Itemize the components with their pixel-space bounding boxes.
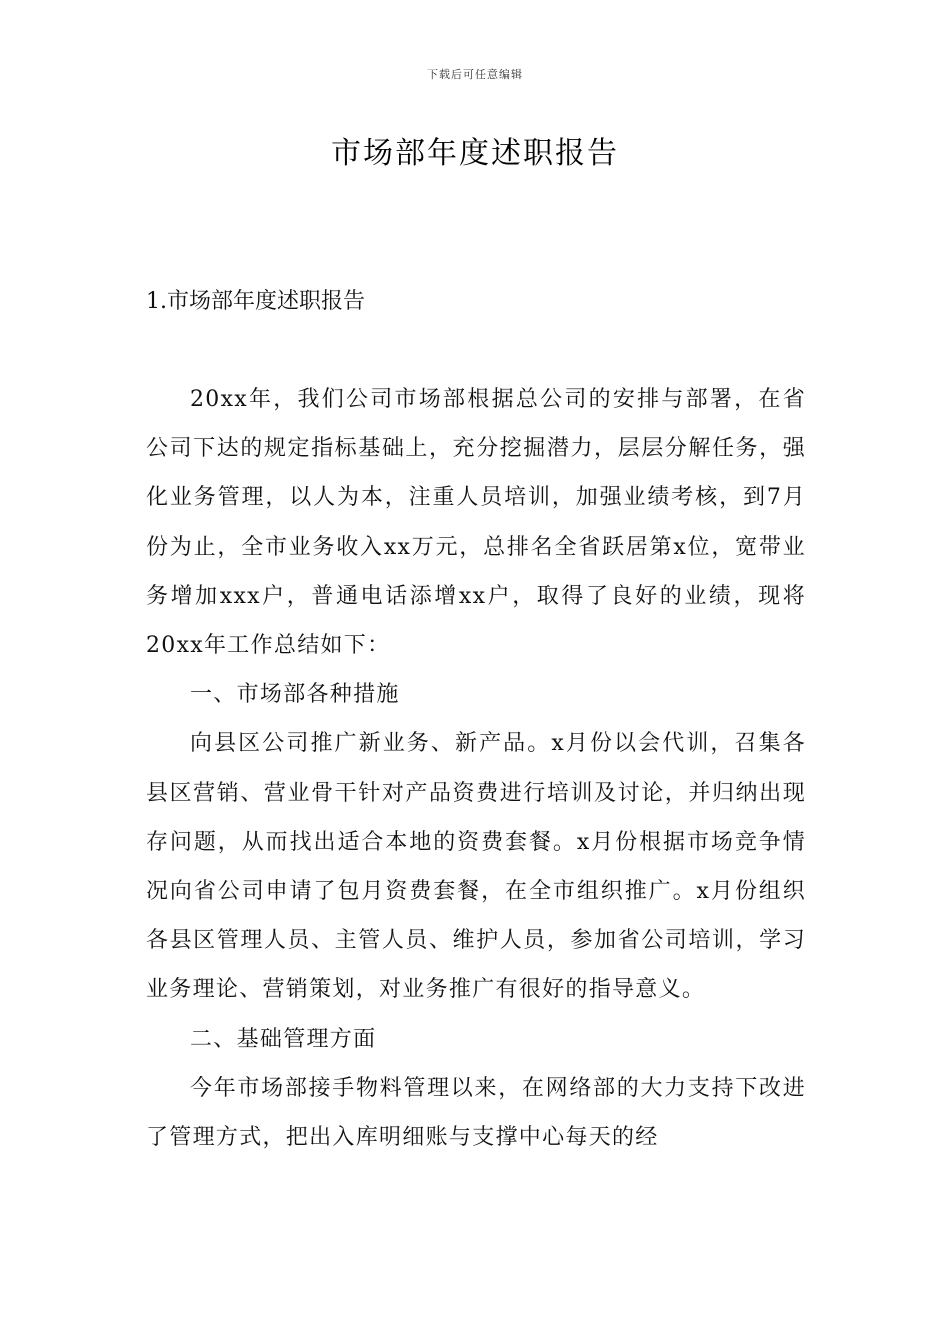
document-title: 市场部年度述职报告 <box>331 136 619 171</box>
subheading-management: 二、基础管理方面 <box>190 1026 377 1052</box>
subheading-measures: 一、市场部各种措施 <box>190 682 400 708</box>
header-note: 下载后可任意编辑 <box>427 68 523 81</box>
management-paragraph: 今年市场部接手物料管理以来，在网络部的大力支持下改进了管理方式，把出入库明细账与支撑中心每天的经 <box>146 1075 806 1151</box>
section-heading: 1.市场部年度述职报告 <box>146 289 365 314</box>
measures-paragraph: 向县区公司推广新业务、新产品。x月份以会代训，召集各县区营销、营业骨干针对产品资费进行培训及讨论，并归纳出现存问题，从而找出适合本地的资费套餐。x月份根据市场竞争情况向省公司申请了包月资费套餐，在全市组织推广。x月份组织各县区管理人员、主管人员、维护人员，参加省公司培训，学习业务理论、营销策划，对业务推广有很好的指导意义。 <box>146 731 806 1003</box>
intro-paragraph: 20xx年，我们公司市场部根据总公司的安排与部署，在省公司下达的规定指标基础上，充分挖掘潜力，层层分解任务，强化业务管理，以人为本，注重人员培训，加强业绩考核，到7月份为止，全市业务收入xx万元，总排名全省跃居第x位，宽带业务增加xxx户，普通电话添增xx户，取得了良好的业绩，现将20xx年工作总结如下： <box>146 387 806 659</box>
document-body <box>146 375 806 1162</box>
